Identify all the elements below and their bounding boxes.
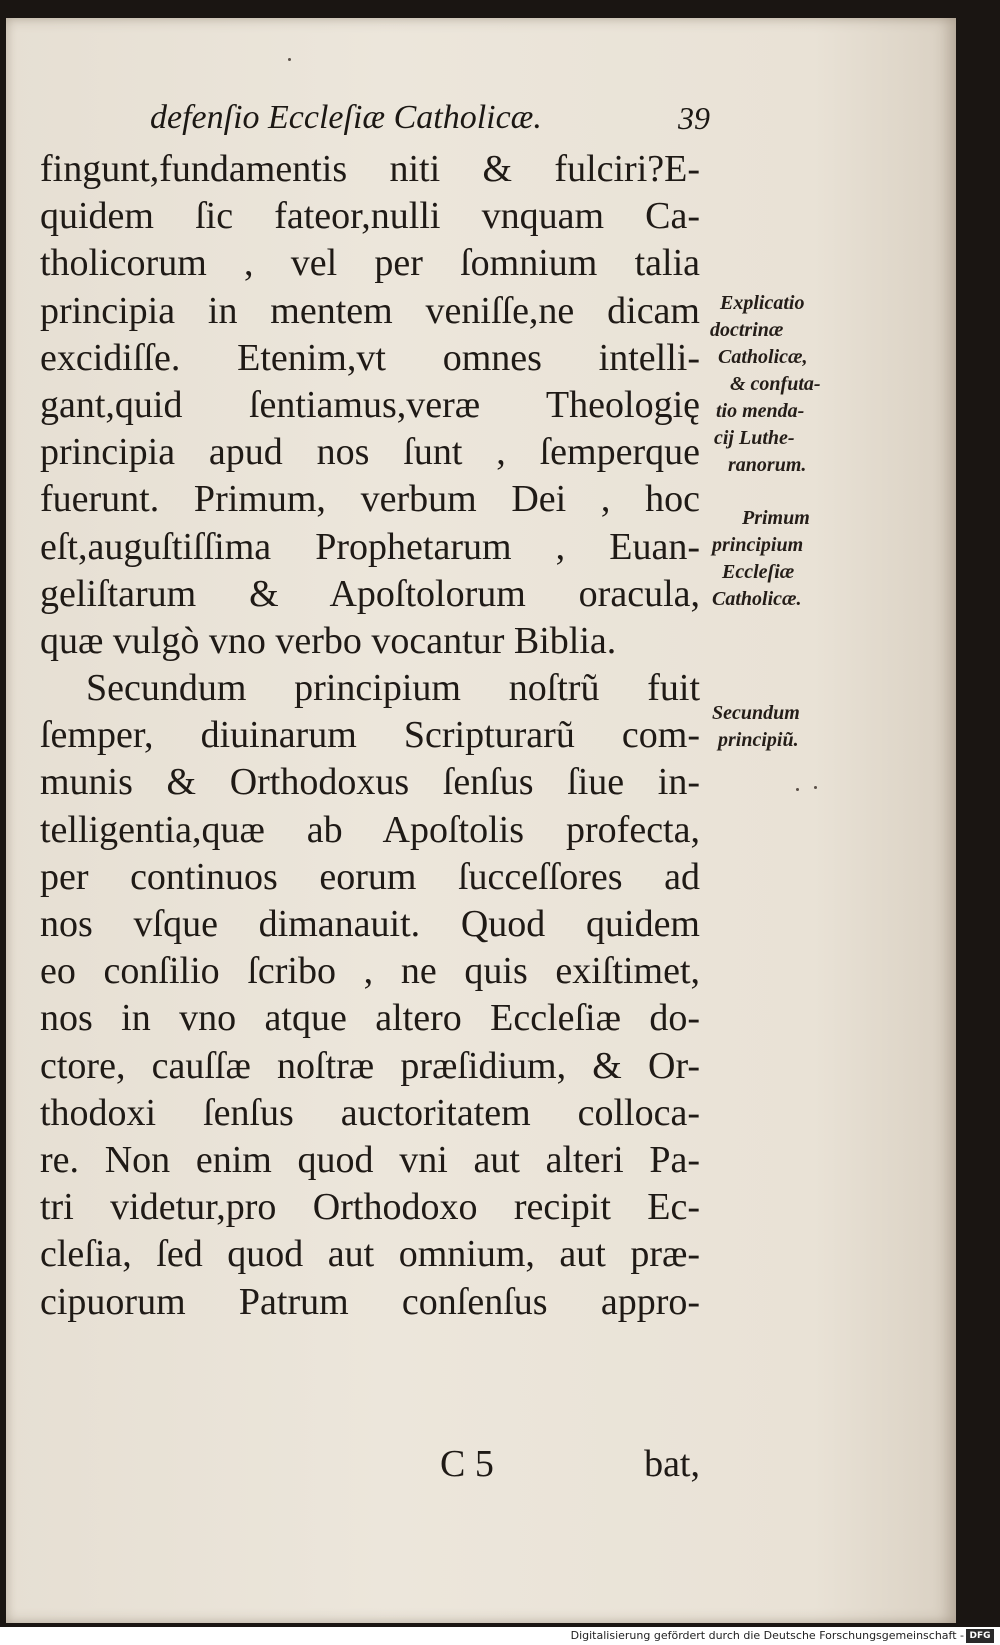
text-line: quidem ſic fateor,nulli vnquam Ca- <box>40 195 700 238</box>
text-line: eſt,auguſtiſſima Prophetarum , Euan- <box>40 525 700 568</box>
text-line: geliſtarum & Apoſtolorum oracula, <box>40 572 700 615</box>
margin-line: principiũ. <box>718 729 799 751</box>
margin-line: doctrinæ <box>710 319 784 341</box>
text-line: cipuorum Patrum conſenſus appro- <box>40 1280 700 1323</box>
text-line: munis & Orthodoxus ſenſus ſiue in- <box>40 761 700 804</box>
text-line: gant,quid ſentiamus,veræ Theologię <box>40 383 700 426</box>
text-line: nos vſque dimanauit. Quod quidem <box>40 903 700 945</box>
marginal-note-secundum <box>712 700 800 754</box>
text-line: nos in vno atque altero Eccleſiæ do- <box>40 997 700 1040</box>
marginal-note-primum <box>712 505 810 613</box>
paper-speck <box>814 786 817 789</box>
marginal-note-explicatio <box>710 290 821 479</box>
text-line: quæ vulgò vno verbo vocantur Biblia. <box>40 619 617 662</box>
margin-line: & confuta- <box>730 373 821 395</box>
margin-line: principium <box>712 534 804 556</box>
margin-line: Catholicæ. <box>712 588 802 610</box>
margin-line: tio menda- <box>716 400 805 422</box>
text-line: cleſia, ſed quod aut omnium, aut præ- <box>40 1233 700 1276</box>
text-line: principia in mentem veniſſe,ne dicam <box>40 289 700 332</box>
page-header <box>150 92 710 144</box>
margin-line: Explicatio <box>720 292 805 314</box>
margin-line: ranorum. <box>728 454 807 476</box>
text-line: thodoxi ſenſus auctoritatem colloca- <box>40 1091 700 1134</box>
text-line: principia apud nos ſunt , ſemperque <box>40 431 700 474</box>
text-line: ctore, cauſſæ noſtræ præſidium, & Or- <box>40 1044 700 1087</box>
catchword: bat, <box>644 1443 700 1485</box>
page-number: 39 <box>678 100 710 136</box>
text-line: tholicorum , vel per ſomnium talia <box>40 242 700 285</box>
paper-speck <box>796 788 799 791</box>
dfg-logo: DFG <box>966 1629 994 1643</box>
footer-credit: Digitalisierung gefördert durch die Deutsche Forschungsgemeinschaft - <box>570 1629 964 1642</box>
text-line: re. Non enim quod vni aut alteri Pa- <box>40 1138 700 1181</box>
text-line: eo conſilio ſcribo , ne quis exiſtimet, <box>40 950 700 993</box>
text-line: Secundum principium noſtrũ fuit <box>86 667 700 710</box>
text-line: tri videtur,pro Orthodoxo recipit Ec- <box>40 1186 700 1229</box>
catchline <box>40 1440 700 1488</box>
text-line: fuerunt. Primum, verbum Dei , hoc <box>40 478 700 521</box>
margin-line: cij Luthe- <box>714 427 795 449</box>
margin-line: Eccleſiæ <box>722 561 795 583</box>
footer-strip <box>0 1627 1000 1645</box>
text-line: fingunt,fundamentis niti & fulciri?E- <box>40 148 700 190</box>
margin-line: Catholicæ, <box>718 346 808 368</box>
margin-line: Secundum <box>712 702 800 724</box>
text-line: per continuos eorum ſucceſſores ad <box>40 855 700 898</box>
text-line: telligentia,quæ ab Apoſtolis profecta, <box>40 808 700 851</box>
main-text <box>40 146 700 1326</box>
running-title: defenſio Eccleſiæ Catholicæ. <box>150 99 542 136</box>
paper-speck <box>288 58 291 61</box>
text-line: ſemper, diuinarum Scripturarũ com- <box>40 714 700 757</box>
text-line: excidiſſe. Etenim,vt omnes intelli- <box>40 336 700 379</box>
signature-mark: C 5 <box>440 1443 494 1485</box>
margin-line: Primum <box>742 507 810 529</box>
